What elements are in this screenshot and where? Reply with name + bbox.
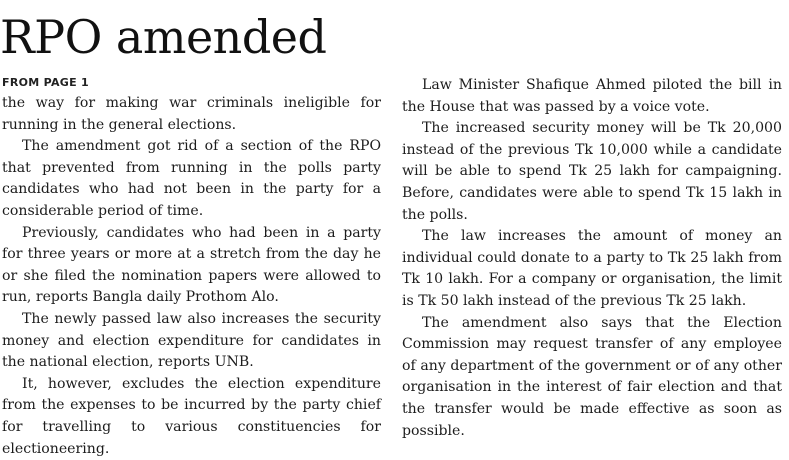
headline: RPO amended [0, 10, 327, 64]
continuation-kicker: FROM PAGE 1 [2, 76, 90, 89]
paragraph: The amendment also says that the Election Commission may request transfer of any employee of any department of the government or of any other organisation in the interest of fair election and that the transfer would be made effective as soon as possible. [402, 314, 782, 439]
article-column-left [2, 93, 381, 460]
paragraph: The law increases the amount of money an individual could donate to a party to Tk 25 lakh from Tk 10 lakh. For a company or organisation, the limit is Tk 50 lakh instead of the previous Tk 25 lakh. [402, 228, 782, 309]
paragraph: Previously, candidates who had been in a party for three years or more at a stretch from the day he or she filed the nomination papers were allowed to run, reports Bangla daily Prothom Alo. [2, 224, 381, 306]
article-column-right [402, 75, 782, 442]
paragraph: Law Minister Shafique Ahmed piloted the bill in the House that was passed by a voice vote. [402, 77, 782, 115]
paragraph: The amendment got rid of a section of the RPO that prevented from running in the polls party candidates who had not been in the party for a considerable period of time. [2, 138, 381, 219]
paragraph: It, however, excludes the election expenditure from the expenses to be incurred by the party chief for travelling to various constituencies for electioneering. [2, 375, 381, 457]
paragraph: The increased security money will be Tk 20,000 instead of the previous Tk 10,000 while a candidate will be able to spend Tk 25 lakh for campaigning. Before, candidates were able to spend Tk 15 lakh in the polls. [402, 120, 782, 223]
paragraph: The newly passed law also increases the security money and election expenditure for candidates in the national election, reports UNB. [2, 310, 381, 371]
paragraph: the way for making war criminals ineligible for running in the general elections. [2, 95, 381, 133]
